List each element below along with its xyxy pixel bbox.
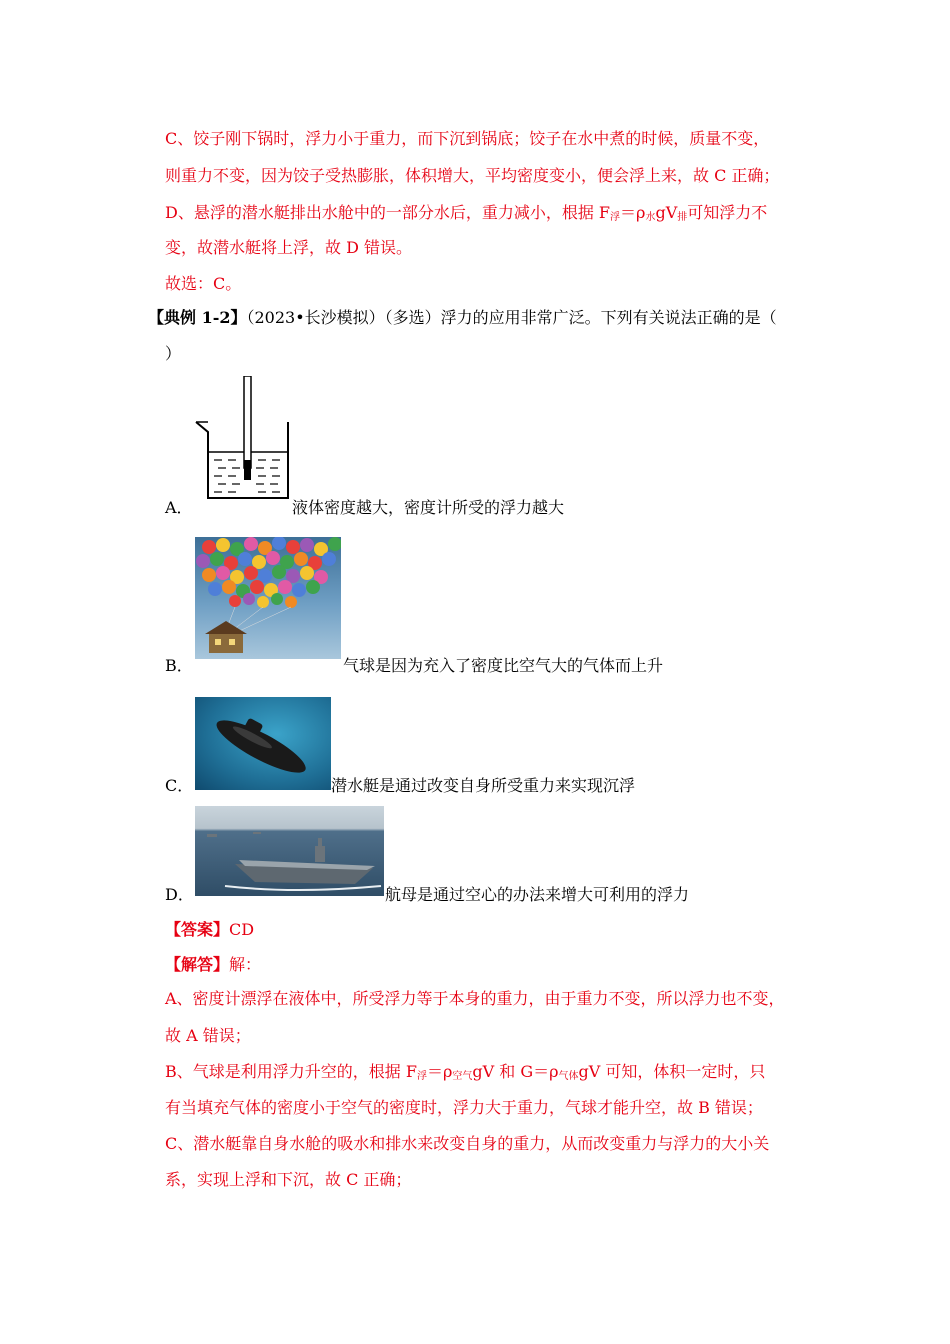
option-c-text: 潜水艇是通过改变自身所受重力来实现沉浮 [331, 776, 636, 795]
option-b-text: 气球是因为充入了密度比空气大的气体而上升 [343, 656, 664, 675]
solution-b-text-d: gV 可知，体积一定时，只 [578, 1062, 766, 1081]
option-c-letter: C． [165, 776, 194, 795]
solution-b-text-c: gV 和 G＝ρ [472, 1062, 559, 1081]
aircraft-carrier-image [195, 806, 384, 896]
explanation-d-text-a: D、悬浮的潜水艇排出水舱中的一部分水后，重力减小，根据 F [165, 203, 611, 222]
subscript-water: 水 [645, 212, 656, 223]
example-stem-text: （2023•长沙模拟）（多选）浮力的应用非常广泛。下列有关说法正确的是（ [246, 308, 777, 327]
explanation-d-text-c: gV [655, 203, 678, 222]
explanation-d-line-1 [165, 203, 767, 228]
submarine-image [195, 697, 331, 790]
option-d-text: 航母是通过空心的办法来增大可利用的浮力 [385, 885, 690, 904]
subscript-buoyancy: 浮 [610, 212, 621, 223]
explanation-d-line-2: 变，故潜水艇将上浮，故 D 错误。 [165, 238, 413, 257]
solution-a-line-2: 故 A 错误； [165, 1026, 251, 1045]
solution-c-line-1: C、潜水艇靠自身水舱的吸水和排水来改变自身的重力，从而改变重力与浮力的大小关 [165, 1134, 770, 1153]
solution-b-line-2: 有当填充气体的密度小于空气的密度时，浮力大于重力，气球才能升空，故 B 错误； [165, 1098, 763, 1117]
example-stem-line-2: ） [165, 344, 182, 363]
subscript-buoyancy: 浮 [416, 1071, 427, 1082]
balloons-house-image [195, 537, 341, 659]
option-a-letter: A． [165, 498, 193, 517]
solution-intro: 解： [229, 955, 262, 974]
option-b-letter: B． [165, 656, 193, 675]
explanation-d-text-d: 可知浮力不 [687, 203, 768, 222]
explanation-d-text-b: ＝ρ [620, 203, 646, 222]
hydrometer-image [194, 376, 290, 502]
explanation-c-line-1: C、饺子刚下锅时，浮力小于重力，而下沉到锅底；饺子在水中煮的时候，质量不变， [165, 129, 770, 148]
solution-heading [165, 955, 261, 975]
explanation-conclusion: 故选：C。 [165, 274, 242, 293]
option-d-letter: D． [165, 885, 194, 904]
option-a-text: 液体密度越大，密度计所受的浮力越大 [292, 498, 565, 517]
answer-value: CD [229, 920, 255, 939]
solution-b-text-b: ＝ρ [426, 1062, 453, 1081]
solution-label: 【解答】 [165, 955, 230, 974]
explanation-c-line-2: 则重力不变，因为饺子受热膨胀，体积增大，平均密度变小，便会浮上来，故 C 正确； [165, 166, 780, 185]
subscript-air: 空气 [452, 1071, 473, 1082]
solution-b-text-a: B、气球是利用浮力升空的，根据 F [165, 1062, 417, 1081]
example-stem-line-1 [148, 308, 777, 328]
example-tag: 【典例 1-2】 [148, 308, 247, 327]
subscript-gas: 气体 [558, 1071, 579, 1082]
solution-b-line-1 [165, 1062, 765, 1087]
solution-a-line-1: A、密度计漂浮在液体中，所受浮力等于本身的重力，由于重力不变，所以浮力也不变， [165, 989, 785, 1008]
subscript-displaced: 排 [677, 212, 688, 223]
answer-line [165, 920, 254, 940]
answer-label: 【答案】 [165, 920, 230, 939]
solution-c-line-2: 系，实现上浮和下沉，故 C 正确； [165, 1170, 412, 1189]
